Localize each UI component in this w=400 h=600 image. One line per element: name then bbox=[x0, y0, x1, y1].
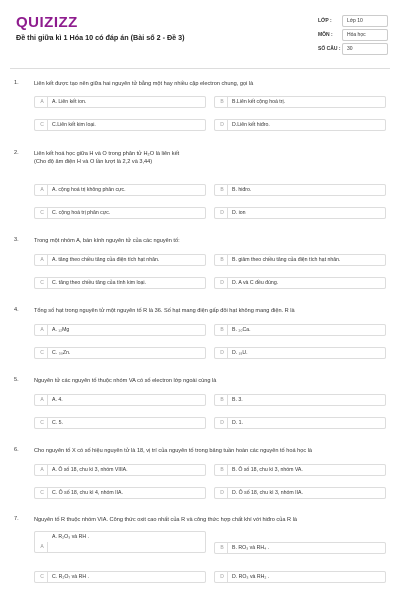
meta-row-count bbox=[318, 42, 388, 56]
option-a[interactable]: A A. Ô số 18, chu kì 3, nhóm VIIIA. bbox=[34, 464, 206, 476]
question-number: 4. bbox=[14, 307, 19, 313]
option-b[interactable]: B B.Liên kết cộng hoá trị. bbox=[214, 96, 386, 108]
meta-box bbox=[318, 14, 388, 56]
meta-key: SỐ CÂU : bbox=[318, 46, 341, 52]
document-title: Đề thi giữa kì 1 Hóa 10 có đáp án (Bài số 2 - Đề 3) bbox=[16, 33, 185, 42]
logo: QUIZIZZ bbox=[16, 14, 78, 31]
option-b[interactable]: B B. ₂₀Ca. bbox=[214, 324, 386, 336]
option-b[interactable]: B B. RO₃ và RH₄ . bbox=[214, 542, 386, 554]
meta-value: Lớp 10 bbox=[342, 15, 388, 27]
option-a[interactable]: A A. tăng theo chiều tăng của điện tích hạt nhân. bbox=[34, 254, 206, 266]
option-a[interactable]: A A. ₁₂Mg bbox=[34, 324, 206, 336]
question-text: Trong một nhóm A, bán kính nguyên tử của các nguyên tố: bbox=[34, 238, 180, 244]
question-number: 3. bbox=[14, 237, 19, 243]
option-d[interactable]: D D. RO₃ và RH₂ . bbox=[214, 571, 386, 583]
option-c[interactable]: C C.Liên kết kim loại. bbox=[34, 119, 206, 131]
question-number: 7. bbox=[14, 516, 19, 522]
option-a[interactable]: A A. R₂O₃ và RH . bbox=[34, 531, 206, 553]
option-b[interactable]: B B. 3. bbox=[214, 394, 386, 406]
meta-row-subject bbox=[318, 28, 388, 42]
meta-key: LỚP : bbox=[318, 18, 332, 24]
option-c[interactable]: C C. cộng hoá trị phân cực. bbox=[34, 207, 206, 219]
header-divider bbox=[10, 68, 390, 69]
option-d[interactable]: D D. A và C đều đúng. bbox=[214, 277, 386, 289]
question-number: 6. bbox=[14, 447, 19, 453]
question-text: Liên kết hoá học giữa H và O trong phân tử H₂O là liên kết (Cho độ âm điện H và O lần lượt là 2,2 và 3,44) bbox=[34, 151, 180, 165]
question-text: Nguyên tố R thuộc nhóm VIA. Công thức oxit cao nhất của R và công thức hợp chất khí với hiđro của R là bbox=[34, 517, 297, 523]
option-b[interactable]: B B. Ô số 18, chu kì 3, nhóm VA. bbox=[214, 464, 386, 476]
question-number: 5. bbox=[14, 377, 19, 383]
meta-key: MÔN : bbox=[318, 32, 333, 38]
option-d[interactable]: D D. ion bbox=[214, 207, 386, 219]
option-d[interactable]: D D.Liên kết hiđro. bbox=[214, 119, 386, 131]
question-text: Cho nguyên tố X có số hiệu nguyên tử là 18, vị trí của nguyên tố trong bảng tuần hoàn các nguyên tố hoá học là bbox=[34, 448, 313, 454]
question-text: Tổng số hạt trong nguyên tử một nguyên tố R là 36. Số hạt mang điện gấp đôi hạt không mang điện. R là bbox=[34, 308, 295, 314]
option-a[interactable]: A A. 4. bbox=[34, 394, 206, 406]
option-d[interactable]: D D. Ô số 18, chu kì 3, nhóm IIA. bbox=[214, 487, 386, 499]
question-text: Liên kết được tạo nên giữa hai nguyên tử bằng một hay nhiều cặp electron chung, gọi là bbox=[34, 81, 254, 87]
question-number: 2. bbox=[14, 150, 19, 156]
option-d[interactable]: D D. ₁₉U. bbox=[214, 347, 386, 359]
option-c[interactable]: C C. Ô số 18, chu kì 4, nhóm IIA. bbox=[34, 487, 206, 499]
meta-value: Hóa học bbox=[342, 29, 388, 41]
option-c[interactable]: C C. ₃₀Zn. bbox=[34, 347, 206, 359]
option-b[interactable]: B B. giảm theo chiều tăng của điện tích hạt nhân. bbox=[214, 254, 386, 266]
option-c[interactable]: C C. tăng theo chiều tăng của tính kim loại. bbox=[34, 277, 206, 289]
meta-value: 30 bbox=[342, 43, 388, 55]
question-number: 1. bbox=[14, 80, 19, 86]
question-text: Nguyên tử các nguyên tố thuộc nhóm VA có số electron lớp ngoài cùng là bbox=[34, 378, 217, 384]
option-d[interactable]: D D. 1. bbox=[214, 417, 386, 429]
option-b[interactable]: B B. hiđro. bbox=[214, 184, 386, 196]
option-a[interactable]: A A. Liên kết ion. bbox=[34, 96, 206, 108]
option-c[interactable]: C C. 5. bbox=[34, 417, 206, 429]
option-c[interactable]: C C. R₂O₇ và RH . bbox=[34, 571, 206, 583]
meta-row-class bbox=[318, 14, 388, 28]
option-a[interactable]: A A. cộng hoá trị không phân cực. bbox=[34, 184, 206, 196]
